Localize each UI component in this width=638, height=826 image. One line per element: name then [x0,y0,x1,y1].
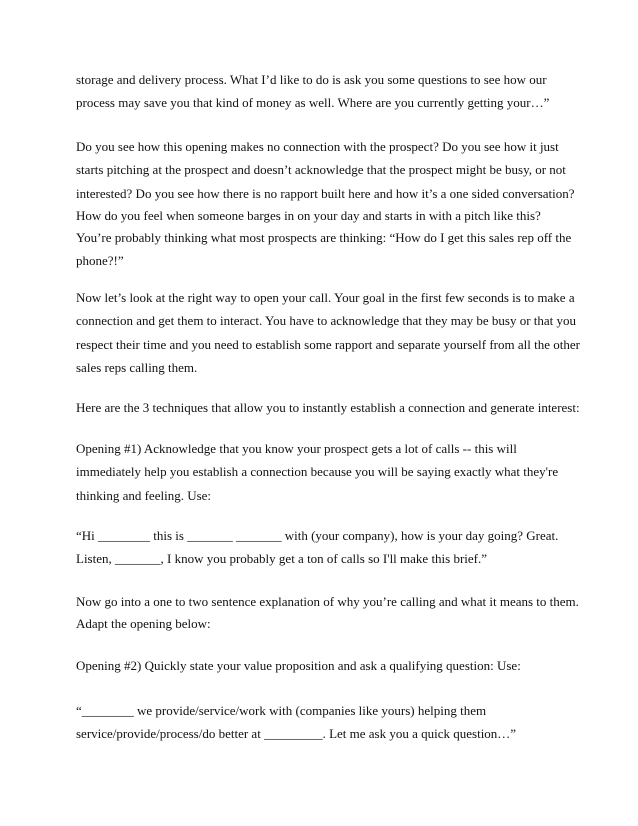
paragraph-explanation [76,591,579,635]
paragraph-opening-1-script [76,524,576,571]
paragraph-three-techniques [76,396,580,419]
paragraph-right-way [76,286,580,379]
text-line: sales reps calling them. [76,359,198,375]
text-line: Do you see how this opening makes no connection with the prospect? Do you see how it just [76,139,559,154]
text-line: phone?!” [76,253,124,269]
text-line: “________ we provide/service/work with (companies like yours) helping them [76,703,487,718]
text-line: You’re probably thinking what most prospects are thinking: “How do I get this sales rep off the [76,229,572,245]
text-line: respect their time and you need to establish some rapport and separate yourself from all the other [76,336,580,352]
text-line: Here are the 3 techniques that allow you to instantly establish a connection and generate interest: [76,400,580,415]
text-line: Now let’s look at the right way to open your call. Your goal in the first few seconds is to make a [76,290,575,305]
text-line: How do you feel when someone barges in on your day and starts in with a pitch like this? [76,207,541,223]
paragraph-opening-2-script [76,699,576,746]
text-line: thinking and feeling. Use: [76,487,212,503]
paragraph-opening-2 [76,654,576,677]
text-line: service/provide/process/do better at _________. Let me ask you a quick question…” [76,726,517,742]
paragraph-no-connection [76,135,576,272]
text-line: storage and delivery process. What I’d like to do is ask you some questions to see how our [76,72,547,87]
text-line: Opening #1) Acknowledge that you know your prospect gets a lot of calls -- this will [76,441,517,456]
text-line: immediately help you establish a connection because you will be saying exactly what they're [76,464,559,480]
paragraph-storage-process [76,68,576,115]
text-line: connection and get them to interact. You have to acknowledge that they may be busy or that you [76,313,577,329]
text-line: “Hi ________ this is _______ _______ with (your company), how is your day going? Great. [76,528,559,543]
paragraph-opening-1 [76,437,576,507]
text-line: Listen, _______, I know you probably get a ton of calls so I'll make this brief.” [76,551,488,567]
text-line: process may save you that kind of money as well. Where are you currently getting your…” [76,95,550,111]
text-line: starts pitching at the prospect and doesn’t acknowledge that the prospect might be busy, or not [76,162,566,178]
text-line: interested? Do you see how there is no rapport built here and how it’s a one sided conversation? [76,185,575,201]
text-line: Opening #2) Quickly state your value proposition and ask a qualifying question: Use: [76,658,521,673]
text-line: Now go into a one to two sentence explanation of why you’re calling and what it means to them. [76,594,579,609]
text-line: Adapt the opening below: [76,616,211,631]
